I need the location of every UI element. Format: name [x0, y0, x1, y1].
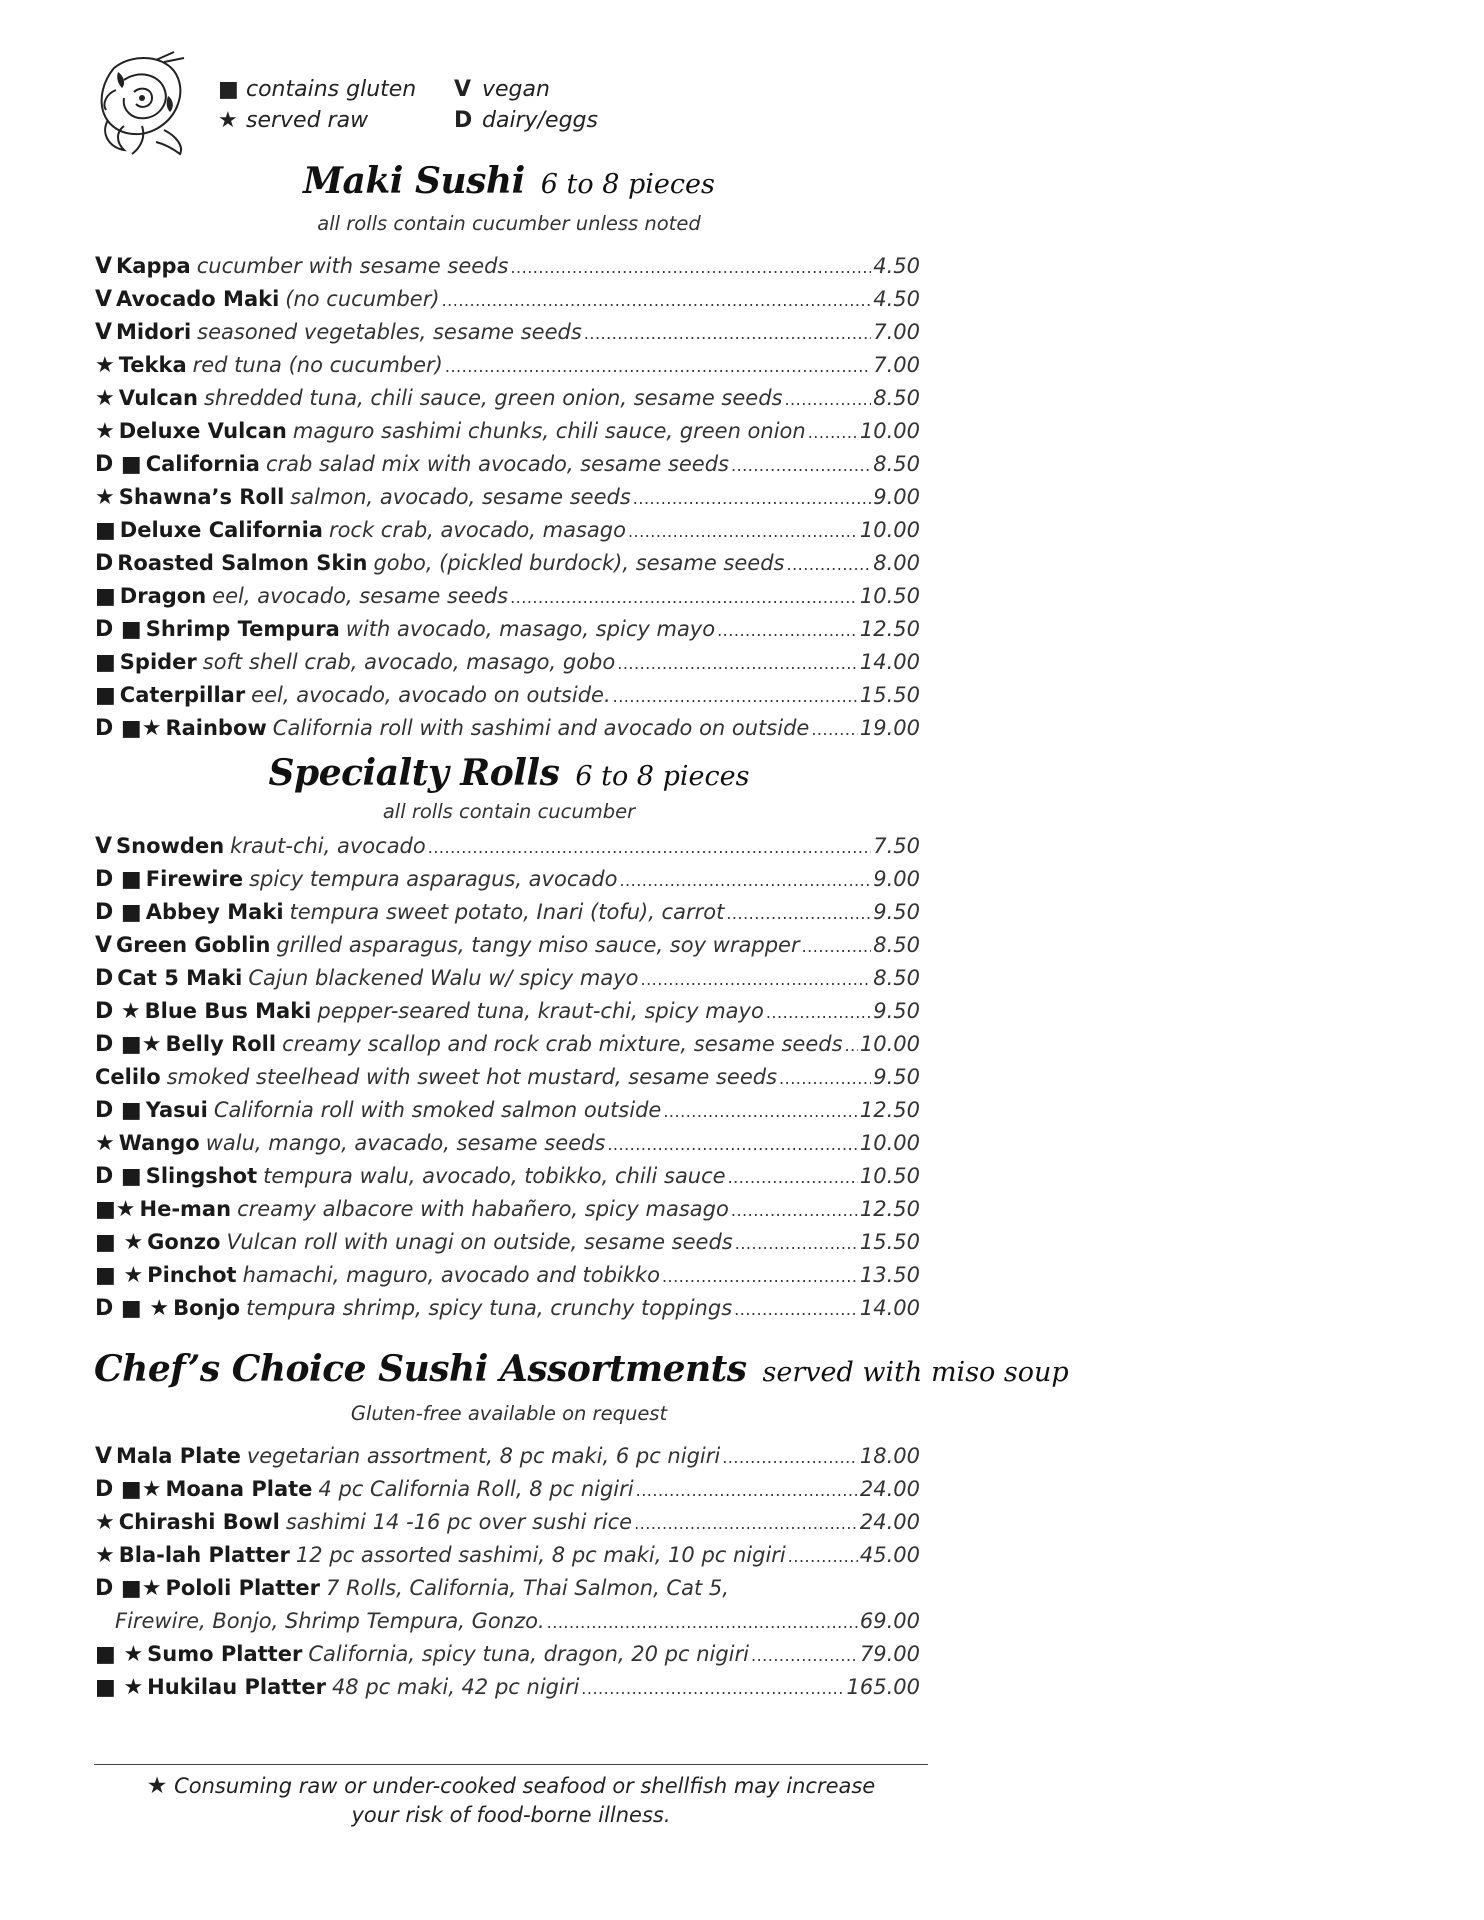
item-description: California roll with smoked salmon outside [213, 1098, 662, 1122]
menu-item [95, 1230, 920, 1263]
legend-vegan [454, 74, 598, 105]
disclaimer-line-2: your risk of food-borne illness. [351, 1803, 671, 1827]
raw-star-icon: ★ [218, 108, 238, 133]
section-heading: Maki Sushi [303, 160, 525, 202]
item-description: tempura sweet potato, Inari (tofu), carrot [289, 900, 725, 924]
section-heading: Specialty Rolls [268, 752, 560, 794]
item-name: Chirashi Bowl [118, 1510, 280, 1534]
item-description: eel, avocado, avocado on outside. [251, 683, 611, 707]
item-dietary-marks: ■ ★ [95, 1263, 144, 1288]
item-name: Slingshot [145, 1164, 258, 1188]
item-price: 7.00 [873, 353, 920, 377]
item-description: gobo, (pickled burdock), sesame seeds [373, 551, 785, 575]
item-name: Sumo Platter [147, 1642, 303, 1666]
item-description: tempura walu, avocado, tobikko, chili sauce [263, 1164, 726, 1188]
item-dietary-marks: ■ [95, 650, 116, 675]
item-price: 8.50 [873, 452, 920, 476]
dot-leader [584, 324, 871, 343]
dot-leader [428, 838, 872, 857]
item-dietary-marks: D ■ [95, 452, 142, 477]
item-description: grilled asparagus, tangy miso sauce, soy wrapper [276, 933, 800, 957]
dot-leader [731, 456, 871, 475]
item-name: Green Goblin [116, 933, 271, 957]
item-price: 9.50 [873, 1065, 920, 1089]
menu-item [95, 933, 920, 966]
dot-leader [726, 904, 871, 923]
dot-leader [788, 1547, 858, 1566]
dot-leader [641, 970, 872, 989]
item-dietary-marks: D ■★ [95, 1032, 162, 1057]
menu-item [95, 419, 920, 452]
item-description: red tuna (no cucumber) [192, 353, 443, 377]
item-name: Roasted Salmon Skin [117, 551, 368, 575]
dot-leader [633, 489, 871, 508]
dot-leader [581, 1679, 844, 1698]
item-name: Avocado Maki [116, 287, 280, 311]
item-dietary-marks: D ■ [95, 1098, 142, 1123]
item-dietary-marks: ★ [95, 1131, 115, 1156]
item-dietary-marks: V [95, 320, 113, 345]
menu-item [95, 1098, 920, 1131]
item-price: 7.00 [873, 320, 920, 344]
section-title-specialty [94, 752, 924, 794]
menu-item [95, 617, 920, 650]
menu-item [95, 1444, 920, 1477]
item-dietary-marks: ★ [95, 419, 115, 444]
item-price: 79.00 [859, 1642, 920, 1666]
item-name: Deluxe Vulcan [118, 419, 287, 443]
item-price: 4.50 [873, 254, 920, 278]
item-dietary-marks: ★ [95, 353, 115, 378]
item-name: Wango [118, 1131, 200, 1155]
item-description: creamy scallop and rock crab mixture, sesame seeds [282, 1032, 843, 1056]
item-dietary-marks: ★ [95, 1510, 115, 1535]
menu-item [95, 485, 920, 518]
disclaimer-line-1 [94, 1772, 928, 1801]
item-price: 9.50 [873, 900, 920, 924]
menu-item [95, 999, 920, 1032]
item-description: Cajun blackened Walu w/ spicy mayo [248, 966, 639, 990]
legend-label: contains gluten [246, 77, 417, 102]
dot-leader [784, 390, 871, 409]
item-description: with avocado, masago, spicy mayo [345, 617, 716, 641]
menu-item [95, 1576, 920, 1609]
item-description: crab salad mix with avocado, sesame seeds [265, 452, 729, 476]
item-description: rock crab, avocado, masago [328, 518, 626, 542]
dot-leader [811, 720, 858, 739]
item-description: kraut-chi, avocado [230, 834, 426, 858]
dot-leader [662, 1267, 858, 1286]
item-price: 13.50 [859, 1263, 920, 1287]
item-dietary-marks: V [95, 254, 113, 279]
section-title-maki [94, 160, 924, 202]
item-dietary-marks: D [95, 966, 114, 991]
restaurant-logo [94, 50, 194, 158]
item-name: Shawna’s Roll [118, 485, 285, 509]
item-dietary-marks: V [95, 933, 113, 958]
item-dietary-marks: ■ ★ [95, 1675, 144, 1700]
dot-leader [728, 1168, 858, 1187]
dot-leader [634, 1514, 858, 1533]
item-name: Mala Plate [116, 1444, 241, 1468]
dot-leader [766, 1003, 871, 1022]
item-price: 45.00 [859, 1543, 920, 1567]
dot-leader [722, 1448, 858, 1467]
dot-leader [613, 687, 858, 706]
menu-item [95, 1642, 920, 1675]
legend-label: vegan [482, 77, 550, 102]
item-price: 9.00 [873, 485, 920, 509]
item-description: California, spicy tuna, dragon, 20 pc nigiri [308, 1642, 749, 1666]
section-subheading: 6 to 8 pieces [540, 169, 715, 200]
menu-item [95, 1197, 920, 1230]
dot-leader [734, 1300, 858, 1319]
item-description: creamy albacore with habañero, spicy masago [237, 1197, 729, 1221]
item-description: salmon, avocado, sesame seeds [290, 485, 631, 509]
menu-item [95, 320, 920, 353]
item-price: 18.00 [859, 1444, 920, 1468]
menu-item [95, 287, 920, 320]
item-price: 15.50 [859, 683, 920, 707]
raw-disclaimer [94, 1772, 928, 1830]
legend-label: dairy/eggs [482, 108, 598, 133]
item-name: Moana Plate [165, 1477, 313, 1501]
item-dietary-marks: ★ [95, 386, 115, 411]
menu-item-continuation [95, 1609, 920, 1642]
item-price: 15.50 [859, 1230, 920, 1254]
dot-leader [607, 1135, 858, 1154]
menu-list-specialty [95, 834, 920, 1329]
item-name: Midori [116, 320, 192, 344]
menu-item [95, 1477, 920, 1510]
item-name: Belly Roll [165, 1032, 277, 1056]
item-name: Hukilau Platter [147, 1675, 326, 1699]
menu-item [95, 1510, 920, 1543]
menu-item [95, 900, 920, 933]
item-dietary-marks: ★ [95, 1543, 115, 1568]
item-name: Yasui [145, 1098, 208, 1122]
item-dietary-marks: V [95, 1444, 113, 1469]
item-price: 8.00 [873, 551, 920, 575]
item-dietary-marks: ■ ★ [95, 1642, 144, 1667]
dot-leader [442, 291, 872, 310]
item-description: smoked steelhead with sweet hot mustard, sesame seeds [166, 1065, 778, 1089]
item-name: Snowden [116, 834, 225, 858]
item-description: pepper-seared tuna, kraut-chi, spicy mayo [317, 999, 764, 1023]
item-dietary-marks: D ■★ [95, 1477, 162, 1502]
legend-column-1 [218, 74, 416, 136]
dot-leader [636, 1481, 858, 1500]
item-dietary-marks: ■ [95, 518, 116, 543]
dot-leader [617, 654, 858, 673]
item-price: 24.00 [859, 1477, 920, 1501]
menu-item [95, 1296, 920, 1329]
dot-leader [779, 1069, 871, 1088]
item-description: 7 Rolls, California, Thai Salmon, Cat 5, [326, 1576, 729, 1600]
dot-leader [735, 1234, 858, 1253]
item-price: 10.50 [859, 1164, 920, 1188]
item-price: 24.00 [859, 1510, 920, 1534]
item-price: 7.50 [873, 834, 920, 858]
item-description: soft shell crab, avocado, masago, gobo [202, 650, 616, 674]
item-dietary-marks: D ★ [95, 999, 141, 1024]
section-title-chefs-choice [94, 1348, 1069, 1390]
item-description: Vulcan roll with unagi on outside, sesame seeds [226, 1230, 733, 1254]
dot-leader [510, 258, 871, 277]
dot-leader [786, 555, 871, 574]
item-dietary-marks: D ■ [95, 867, 142, 892]
menu-item [95, 518, 920, 551]
item-dietary-marks: D ■ [95, 1164, 142, 1189]
menu-item [95, 353, 920, 386]
item-dietary-marks: D ■ [95, 617, 142, 642]
item-name: Firewire [145, 867, 244, 891]
menu-item [95, 1543, 920, 1576]
item-name: Cat 5 Maki [117, 966, 243, 990]
item-name: California [145, 452, 260, 476]
dot-leader [717, 621, 858, 640]
dot-leader [663, 1102, 858, 1121]
item-dietary-marks: D ■★ [95, 716, 162, 741]
item-price: 14.00 [859, 1296, 920, 1320]
item-dietary-marks: V [95, 287, 113, 312]
item-price: 9.00 [873, 867, 920, 891]
dot-leader [751, 1646, 858, 1665]
item-price: 165.00 [846, 1675, 920, 1699]
item-dietary-marks: V [95, 834, 113, 859]
item-price: 10.00 [859, 419, 920, 443]
legend-gluten [218, 74, 416, 105]
legend-dairy [454, 105, 598, 136]
item-name: Pololi Platter [165, 1576, 321, 1600]
dot-leader [845, 1036, 858, 1055]
menu-item [95, 452, 920, 485]
item-description: spicy tempura asparagus, avocado [249, 867, 618, 891]
item-name: Deluxe California [119, 518, 323, 542]
item-price: 69.00 [859, 1609, 920, 1633]
section-note: all rolls contain cucumber [382, 800, 636, 823]
item-name: Kappa [116, 254, 191, 278]
menu-item [95, 1032, 920, 1065]
item-description: sashimi 14 -16 pc over sushi rice [285, 1510, 633, 1534]
item-name: Tekka [118, 353, 187, 377]
menu-item [95, 867, 920, 900]
item-name: Gonzo [147, 1230, 221, 1254]
item-name: Vulcan [118, 386, 198, 410]
item-name: Celilo [95, 1065, 161, 1089]
item-description: California roll with sashimi and avocado on outside [272, 716, 810, 740]
divider [94, 1764, 928, 1765]
item-dietary-marks: D ■★ [95, 1576, 162, 1601]
item-price: 4.50 [873, 287, 920, 311]
item-name: Abbey Maki [145, 900, 284, 924]
item-description: hamachi, maguro, avocado and tobikko [242, 1263, 660, 1287]
vegan-v-icon: V [454, 77, 472, 102]
menu-item [95, 834, 920, 867]
item-dietary-marks: ■ ★ [95, 1230, 144, 1255]
menu-list-maki [95, 254, 920, 749]
item-description: cucumber with sesame seeds [196, 254, 509, 278]
legend-raw [218, 105, 416, 136]
dot-leader [619, 871, 871, 890]
menu-item [95, 716, 920, 749]
item-description: vegetarian assortment, 8 pc maki, 6 pc nigiri [246, 1444, 721, 1468]
menu-item [95, 1164, 920, 1197]
item-description: shredded tuna, chili sauce, green onion, sesame seeds [203, 386, 783, 410]
menu-item [95, 584, 920, 617]
item-dietary-marks: D [95, 551, 114, 576]
item-name: Spider [119, 650, 197, 674]
item-price: 8.50 [873, 966, 920, 990]
item-price: 8.50 [873, 933, 920, 957]
dairy-d-icon: D [454, 108, 473, 133]
item-price: 12.50 [859, 1197, 920, 1221]
dot-leader [510, 588, 858, 607]
menu-item [95, 1131, 920, 1164]
legend-column-2 [454, 74, 598, 136]
item-dietary-marks: D ■ ★ [95, 1296, 170, 1321]
item-description: (no cucumber) [285, 287, 440, 311]
item-dietary-marks: ★ [95, 485, 115, 510]
menu-item [95, 254, 920, 287]
menu-item [95, 1263, 920, 1296]
item-description: eel, avocado, sesame seeds [212, 584, 509, 608]
item-description: tempura shrimp, spicy tuna, crunchy toppings [246, 1296, 733, 1320]
item-name: Caterpillar [119, 683, 246, 707]
section-note: Gluten-free available on request [350, 1402, 668, 1425]
menu-item [95, 1675, 920, 1708]
item-description: 12 pc assorted sashimi, 8 pc maki, 10 pc nigiri [295, 1543, 786, 1567]
dot-leader [547, 1613, 858, 1632]
item-description: 48 pc maki, 42 pc nigiri [331, 1675, 580, 1699]
item-price: 10.00 [859, 1032, 920, 1056]
section-note: all rolls contain cucumber unless noted [317, 212, 701, 235]
section-subheading: served with miso soup [762, 1357, 1069, 1388]
dot-leader [802, 937, 872, 956]
menu-item [95, 683, 920, 716]
item-description: walu, mango, avacado, sesame seeds [205, 1131, 606, 1155]
item-dietary-marks: D ■ [95, 900, 142, 925]
gluten-square-icon: ■ [218, 77, 239, 102]
item-name: Blue Bus Maki [144, 999, 312, 1023]
item-name: Bla-lah Platter [118, 1543, 290, 1567]
menu-item [95, 650, 920, 683]
item-dietary-marks: ■★ [95, 1197, 136, 1222]
raw-star-icon: ★ [146, 1773, 168, 1799]
item-price: 10.00 [859, 518, 920, 542]
item-price: 14.00 [859, 650, 920, 674]
item-price: 9.50 [873, 999, 920, 1023]
menu-list-chefs-choice [95, 1444, 920, 1708]
item-price: 10.50 [859, 584, 920, 608]
dot-leader [445, 357, 871, 376]
item-price: 12.50 [859, 617, 920, 641]
section-heading: Chef’s Choice Sushi Assortments [94, 1348, 747, 1390]
item-name: Pinchot [147, 1263, 237, 1287]
item-name: Shrimp Tempura [145, 617, 340, 641]
disclaimer-text: Consuming raw or under-cooked seafood or shellfish may increase [174, 1774, 876, 1798]
menu-item [95, 386, 920, 419]
menu-item [95, 551, 920, 584]
item-price: 12.50 [859, 1098, 920, 1122]
item-description-continued: Firewire, Bonjo, Shrimp Tempura, Gonzo. [115, 1609, 545, 1633]
menu-item [95, 1065, 920, 1098]
item-name: Bonjo [173, 1296, 241, 1320]
dot-leader [808, 423, 858, 442]
item-description: 4 pc California Roll, 8 pc nigiri [318, 1477, 634, 1501]
item-price: 8.50 [873, 386, 920, 410]
legend-label: served raw [246, 108, 369, 133]
item-name: Dragon [119, 584, 207, 608]
dot-leader [628, 522, 858, 541]
item-name: Rainbow [165, 716, 267, 740]
item-price: 10.00 [859, 1131, 920, 1155]
section-subheading: 6 to 8 pieces [575, 761, 750, 792]
item-name: He-man [139, 1197, 232, 1221]
item-description: maguro sashimi chunks, chili sauce, green onion [292, 419, 806, 443]
item-dietary-marks: ■ [95, 584, 116, 609]
dot-leader [731, 1201, 858, 1220]
item-price: 19.00 [859, 716, 920, 740]
menu-item [95, 966, 920, 999]
item-dietary-marks: ■ [95, 683, 116, 708]
item-description: seasoned vegetables, sesame seeds [197, 320, 582, 344]
